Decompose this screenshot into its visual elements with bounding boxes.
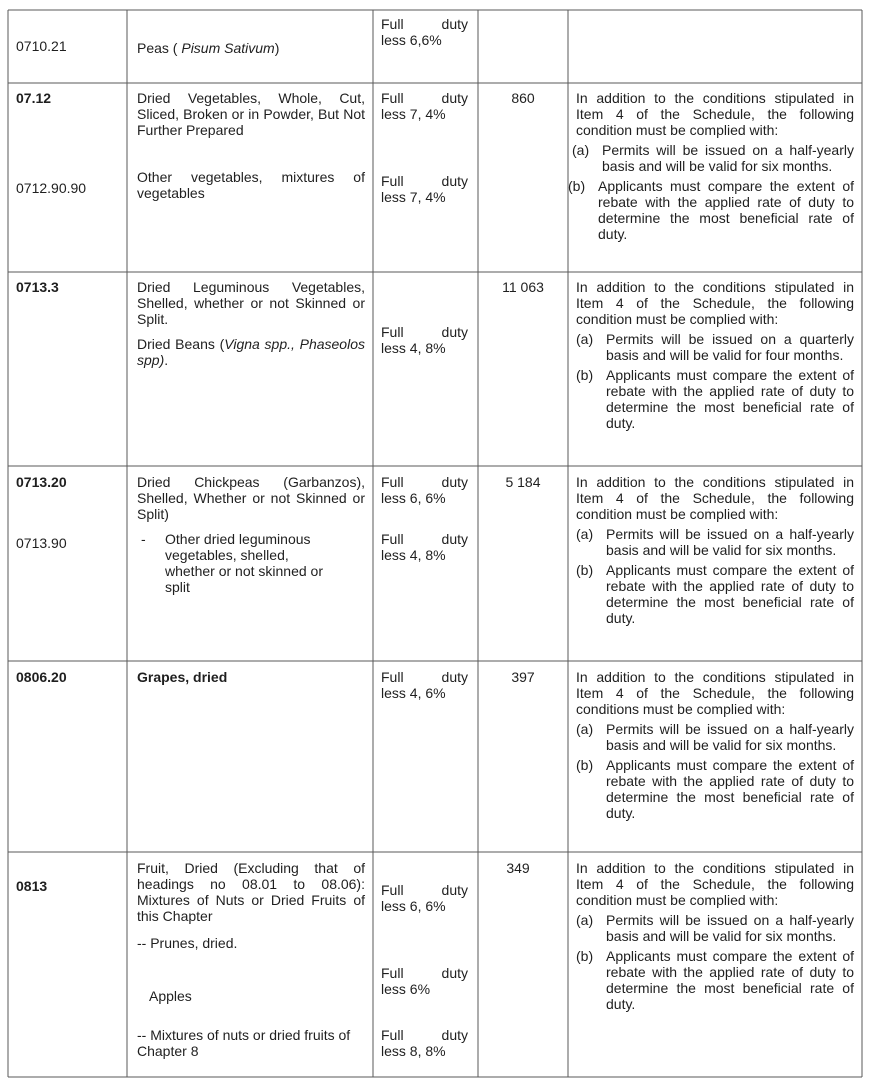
condition-item: [576, 562, 854, 626]
tariff-heading: 0713.3: [16, 279, 59, 295]
product-description: Apples: [149, 988, 192, 1004]
conditions-intro: In addition to the conditions stipulated in Item 4 of the Schedule, the following condition must be complied with:: [576, 90, 854, 138]
rebate-duty: [381, 324, 468, 356]
rebate-duty: [381, 531, 468, 563]
duty-word: duty: [441, 173, 468, 189]
duty-rate: less 6, 6%: [381, 490, 446, 506]
rebate-duty: [381, 16, 468, 48]
condition-label: (b): [568, 178, 586, 194]
duty-word: duty: [441, 324, 468, 340]
condition-item: [576, 948, 854, 1012]
permit-conditions: [576, 669, 854, 821]
list-dash: -: [141, 531, 146, 547]
condition-label: (a): [576, 721, 594, 737]
quantity: 397: [511, 669, 535, 685]
condition-item: [572, 142, 854, 174]
product-description: [137, 336, 365, 368]
product-description: Dried Leguminous Vegetables, Shelled, whether or not Skinned or Split.: [137, 279, 365, 327]
condition-label: (b): [576, 367, 594, 383]
rebate-duty: [381, 965, 468, 997]
condition-item: [568, 178, 854, 242]
duty-word: Full: [381, 16, 404, 32]
condition-label: (b): [576, 562, 594, 578]
duty-word: duty: [441, 531, 468, 547]
desc-latin-name: Pisum Sativum: [181, 40, 275, 56]
quantity: 5 184: [505, 474, 541, 490]
desc-latin-name: Vigna spp., Phaseolos spp): [137, 336, 365, 368]
duty-word: duty: [441, 965, 468, 981]
duty-word: Full: [381, 324, 404, 340]
duty-word: Full: [381, 173, 404, 189]
tariff-code: 0712.90.90: [16, 180, 87, 196]
rebate-duty: [381, 1027, 468, 1059]
duty-word: Full: [381, 474, 404, 490]
duty-rate: less 7, 4%: [381, 189, 446, 205]
desc-text: ): [274, 40, 280, 56]
duty-word: duty: [441, 1027, 468, 1043]
product-description: [137, 40, 279, 56]
desc-text: Peas (: [137, 40, 182, 56]
tariff-heading: 07.12: [16, 90, 52, 106]
quantity: 11 063: [502, 279, 544, 295]
conditions-intro: In addition to the conditions stipulated in Item 4 of the Schedule, the following condition must be complied with:: [576, 860, 854, 908]
condition-item: [576, 331, 854, 363]
condition-text: Applicants must compare the extent of rebate with the applied rate of duty to determine the most beneficial rate of duty.: [606, 367, 854, 431]
condition-text: Applicants must compare the extent of rebate with the applied rate of duty to determine the most beneficial rate of duty.: [606, 948, 854, 1012]
conditions-intro: In addition to the conditions stipulated in Item 4 of the Schedule, the following condition must be complied with:: [576, 279, 854, 327]
duty-word: duty: [441, 16, 468, 32]
product-description: -- Mixtures of nuts or dried fruits of Chapter 8: [137, 1027, 351, 1059]
duty-word: Full: [381, 669, 404, 685]
duty-word: duty: [441, 90, 468, 106]
conditions-intro: In addition to the conditions stipulated in Item 4 of the Schedule, the following conditions must be complied with:: [576, 669, 854, 717]
rebate-duty: [381, 882, 468, 914]
condition-text: Applicants must compare the extent of rebate with the applied rate of duty to determine the most beneficial rate of duty.: [598, 178, 854, 242]
permit-conditions: [576, 860, 854, 1012]
rebate-duty: [381, 90, 468, 122]
duty-rate: less 6,6%: [381, 32, 442, 48]
condition-text: Applicants must compare the extent of rebate with the applied rate of duty to determine the most beneficial rate of duty.: [606, 562, 854, 626]
rebate-duty: [381, 173, 468, 205]
product-description: Other vegetables, mixtures of vegetables: [137, 169, 365, 201]
tariff-code: 0710.21: [16, 38, 67, 54]
condition-item: [576, 912, 854, 944]
permit-conditions: [568, 90, 854, 242]
condition-label: (a): [572, 142, 590, 158]
product-description: Grapes, dried: [137, 669, 228, 685]
product-description: -- Prunes, dried.: [137, 935, 238, 951]
duty-word: Full: [381, 1027, 404, 1043]
condition-label: (a): [576, 331, 594, 347]
condition-label: (a): [576, 912, 594, 928]
duty-rate: less 6%: [381, 981, 431, 997]
condition-text: Applicants must compare the extent of rebate with the applied rate of duty to determine the most beneficial rate of duty.: [606, 757, 854, 821]
conditions-intro: In addition to the conditions stipulated in Item 4 of the Schedule, the following condition must be complied with:: [576, 474, 854, 522]
permit-conditions: [576, 474, 854, 626]
product-description: Dried Chickpeas (Garbanzos), Shelled, Whether or not Skinned or Split): [137, 474, 365, 522]
duty-rate: less 8, 8%: [381, 1043, 446, 1059]
tariff-heading: 0806.20: [16, 669, 67, 685]
condition-text: Permits will be issued on a half-yearly basis and will be valid for six months.: [606, 721, 854, 753]
condition-item: [576, 367, 854, 431]
duty-rate: less 6, 6%: [381, 898, 446, 914]
rebate-duty: [381, 669, 468, 701]
condition-text: Permits will be issued on a half-yearly basis and will be valid for six months.: [602, 142, 854, 174]
duty-word: Full: [381, 90, 404, 106]
quantity: 349: [506, 860, 530, 876]
desc-text: Dried Beans (: [137, 336, 225, 352]
condition-item: [576, 526, 854, 558]
duty-word: Full: [381, 965, 404, 981]
desc-text: Other dried leguminous vegetables, shelled, whether or not skinned or split: [165, 531, 323, 595]
product-description: Fruit, Dried (Excluding that of headings no 08.01 to 08.06): Mixtures of Nuts or Dried Fruits of this Chapter: [137, 860, 365, 924]
duty-word: Full: [381, 531, 404, 547]
rebate-duty: [381, 474, 468, 506]
condition-text: Permits will be issued on a half-yearly basis and will be valid for six months.: [606, 526, 854, 558]
duty-word: duty: [441, 669, 468, 685]
duty-word: Full: [381, 882, 404, 898]
condition-text: Permits will be issued on a half-yearly basis and will be valid for six months.: [606, 912, 854, 944]
condition-item: [576, 721, 854, 753]
duty-word: duty: [441, 882, 468, 898]
tariff-heading: 0813: [16, 878, 48, 894]
duty-rate: less 7, 4%: [381, 106, 446, 122]
quantity: 860: [511, 90, 535, 106]
product-description: [137, 531, 365, 595]
duty-rate: less 4, 8%: [381, 340, 446, 356]
duty-rate: less 4, 6%: [381, 685, 446, 701]
product-description: Dried Vegetables, Whole, Cut, Sliced, Broken or in Powder, But Not Further Prepared: [137, 90, 365, 138]
condition-label: (b): [576, 757, 594, 773]
duty-word: duty: [441, 474, 468, 490]
tariff-heading: 0713.20: [16, 474, 67, 490]
condition-label: (a): [576, 526, 594, 542]
permit-conditions: [576, 279, 854, 431]
condition-text: Permits will be issued on a quarterly basis and will be valid for four months.: [606, 331, 854, 363]
condition-item: [576, 757, 854, 821]
tariff-code: 0713.90: [16, 535, 67, 551]
desc-text: .: [164, 352, 169, 368]
duty-rate: less 4, 8%: [381, 547, 446, 563]
condition-label: (b): [576, 948, 594, 964]
